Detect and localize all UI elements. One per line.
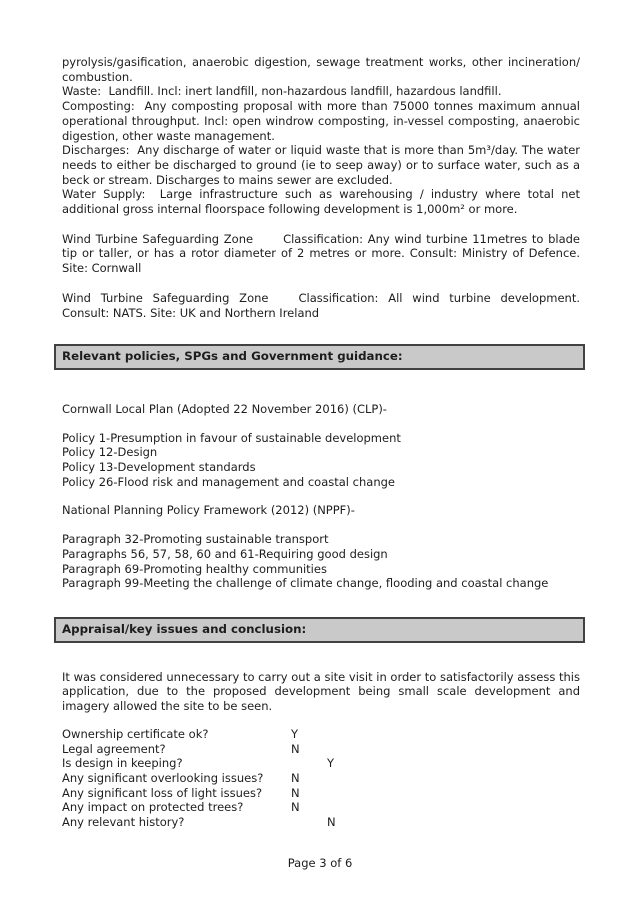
checklist-answer-indented: Y [327, 756, 335, 771]
checklist-answer: Y [291, 726, 299, 741]
checklist-answer: N [291, 800, 300, 815]
checklist-row [62, 742, 580, 757]
checklist-question: Any significant loss of light issues? [62, 785, 263, 800]
policy-list-item: Policy 26-Flood risk and management and coastal change [62, 474, 395, 489]
wind-turbine-zone-name: Wind Turbine Safeguarding Zone [62, 290, 269, 305]
policy-list-item: Policy 1-Presumption in favour of sustainable development [62, 430, 401, 445]
section-header-appraisal-label: Appraisal/key issues and conclusion: [62, 621, 307, 636]
policy-list-item: Policy 12-Design [62, 445, 158, 460]
wind-turbine-zone-name: Wind Turbine Safeguarding Zone [62, 231, 254, 246]
checklist-answer: N [291, 770, 300, 785]
paragraph-wind-turbine-zone-mod [62, 232, 580, 276]
checklist-row [62, 756, 580, 771]
nppf-list-item: Paragraph 99-Meeting the challenge of climate change, flooding and coastal change [62, 576, 549, 591]
paragraph-discharges-definition: Discharges: Any discharge of water or liquid waste that is more than 5m³/day. The water needs to either be discharged to ground (ie to seep away) or to surface water, such as a beck or stream. Discharges to mains sewer are excluded. [62, 143, 580, 187]
paragraph-water-supply-definition: Water Supply: Large infrastructure such as warehousing / industry where total net additional gross internal floorspace following development is 1,000m² or more. [62, 187, 580, 217]
checklist-answer [291, 756, 327, 771]
section-header-relevant-policies-label: Relevant policies, SPGs and Government guidance: [62, 349, 403, 364]
checklist-question: Any relevant history? [62, 815, 185, 830]
checklist-answer: N [291, 785, 300, 800]
checklist-row [62, 727, 580, 742]
paragraph-waste-definition: Waste: Landfill. Incl: inert landfill, non-hazardous landfill, hazardous landfill. [62, 84, 502, 99]
paragraph-appraisal-conclusion: It was considered unnecessary to carry out a site visit in order to satisfactorily assess this application, due to the proposed development being small scale development and imagery allowed the site to be seen. [62, 669, 580, 714]
checklist-answer: N [291, 741, 300, 756]
checklist-question: Is design in keeping? [62, 756, 183, 771]
checklist-question: Any significant overlooking issues? [62, 770, 264, 785]
wind-turbine-zone-details: Classification: Any wind turbine 11metres to blade tip or taller, or has a rotor diameter of 2 metres or more. Consult: Ministry of Defence. Site: Cornwall [62, 231, 581, 276]
checklist-question: Any impact on protected trees? [62, 800, 244, 815]
section-header-relevant-policies [54, 344, 585, 370]
page-number: Page 3 of 6 [287, 856, 353, 870]
nppf-title: National Planning Policy Framework (2012) (NPPF)- [62, 503, 355, 518]
local-plan-policy-list [62, 431, 580, 490]
checklist-answer [291, 815, 327, 830]
checklist-answer-indented: N [327, 815, 336, 830]
wind-turbine-zone-details: Classification: All wind turbine development. Consult: NATS. Site: UK and Northern Ireland [62, 290, 581, 320]
section-header-appraisal [54, 617, 585, 643]
checklist-row [62, 800, 580, 815]
document-body [62, 55, 580, 830]
paragraph-incineration-continuation: pyrolysis/gasification, anaerobic digestion, sewage treatment works, other incineration/ combustion. [62, 55, 580, 84]
nppf-list-item: Paragraph 32-Promoting sustainable transport [62, 532, 329, 547]
checklist-row [62, 771, 580, 786]
nppf-list-item: Paragraph 69-Promoting healthy communities [62, 561, 327, 576]
checklist-question: Ownership certificate ok? [62, 726, 209, 741]
appraisal-checklist [62, 727, 580, 830]
checklist-question: Legal agreement? [62, 741, 166, 756]
nppf-paragraph-list [62, 532, 580, 591]
checklist-row [62, 786, 580, 801]
policy-list-item: Policy 13-Development standards [62, 460, 256, 475]
local-plan-title: Cornwall Local Plan (Adopted 22 November 2016) (CLP)- [62, 401, 387, 416]
nppf-list-item: Paragraphs 56, 57, 58, 60 and 61-Requiring good design [62, 546, 388, 561]
paragraph-wind-turbine-zone-nats [62, 291, 580, 320]
checklist-row [62, 815, 580, 830]
paragraph-composting-definition: Composting: Any composting proposal with more than 75000 tonnes maximum annual operational throughput. Incl: open windrow composting, in-vessel composting, anaerobic digestion, other waste management. [62, 99, 580, 143]
